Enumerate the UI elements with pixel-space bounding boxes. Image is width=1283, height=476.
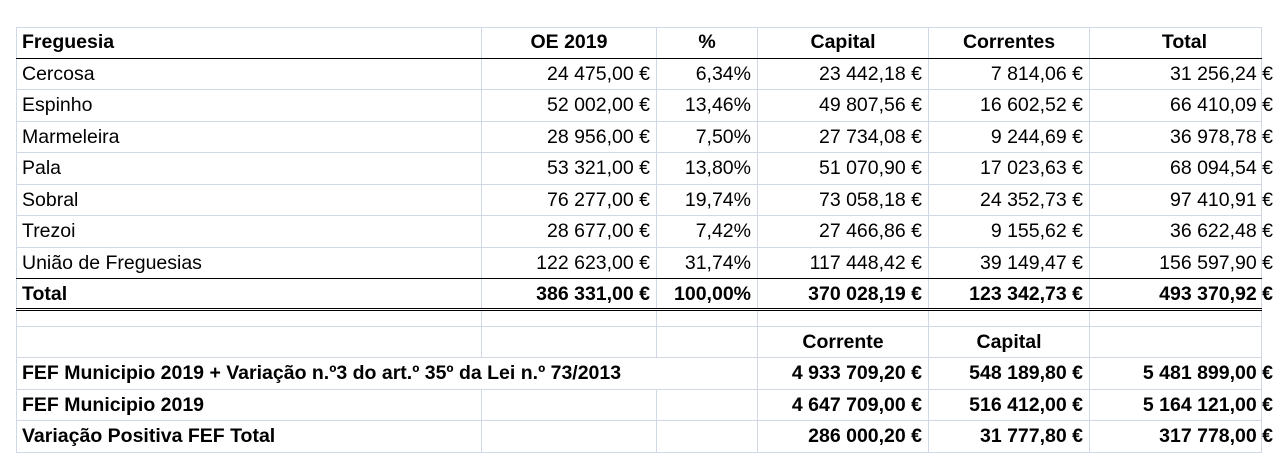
- oe-cell[interactable]: 52 002,00 €: [481, 90, 656, 121]
- totals-correntes[interactable]: 123 342,73 €: [928, 279, 1089, 308]
- empty-cell[interactable]: [481, 421, 656, 453]
- capital-cell[interactable]: 23 442,18 €: [757, 59, 928, 90]
- capital-cell[interactable]: 73 058,18 €: [757, 185, 928, 216]
- table-row: [16, 216, 1273, 248]
- empty-cell[interactable]: [656, 327, 757, 358]
- empty-cell[interactable]: [481, 311, 656, 326]
- empty-cell[interactable]: [928, 311, 1089, 326]
- oe-cell[interactable]: 53 321,00 €: [481, 153, 656, 184]
- fef-row: [16, 390, 1273, 422]
- header-total[interactable]: Total: [1089, 27, 1279, 58]
- total-cell[interactable]: 97 410,91 €: [1089, 185, 1279, 216]
- header-freguesia[interactable]: Freguesia: [22, 31, 115, 53]
- fef-corrente[interactable]: 4 933 709,20 €: [757, 358, 928, 389]
- capital-cell[interactable]: 27 466,86 €: [757, 216, 928, 247]
- fef-label[interactable]: Variação Positiva FEF Total: [22, 425, 276, 447]
- header-correntes[interactable]: Correntes: [928, 27, 1089, 58]
- pct-cell[interactable]: 19,74%: [656, 185, 757, 216]
- empty-cell[interactable]: [1089, 311, 1279, 326]
- table-row: [16, 185, 1273, 217]
- totals-total[interactable]: 493 370,92 €: [1089, 279, 1279, 308]
- oe-cell[interactable]: 122 623,00 €: [481, 248, 656, 279]
- empty-cell[interactable]: [656, 421, 757, 453]
- totals-row: [16, 279, 1273, 311]
- total-cell[interactable]: 66 410,09 €: [1089, 90, 1279, 121]
- totals-pct[interactable]: 100,00%: [656, 279, 757, 308]
- capital-cell[interactable]: 51 070,90 €: [757, 153, 928, 184]
- spreadsheet-table: [16, 27, 1273, 453]
- empty-cell[interactable]: [16, 327, 481, 358]
- oe-cell[interactable]: 28 956,00 €: [481, 122, 656, 153]
- fef-header-corrente[interactable]: Corrente: [757, 327, 928, 358]
- fef-corrente[interactable]: 4 647 709,00 €: [757, 390, 928, 421]
- freguesia-cell[interactable]: União de Freguesias: [22, 251, 202, 274]
- freguesia-cell[interactable]: Espinho: [22, 94, 93, 116]
- empty-cell[interactable]: [1089, 327, 1279, 358]
- capital-cell[interactable]: 117 448,42 €: [757, 248, 928, 279]
- correntes-cell[interactable]: 9 155,62 €: [928, 216, 1089, 247]
- pct-cell[interactable]: 7,50%: [656, 122, 757, 153]
- totals-oe[interactable]: 386 331,00 €: [481, 279, 656, 308]
- pct-cell[interactable]: 13,46%: [656, 90, 757, 121]
- fef-total[interactable]: 5 481 899,00 €: [1089, 358, 1279, 389]
- total-cell[interactable]: 36 622,48 €: [1089, 216, 1279, 247]
- header-row: [16, 27, 1262, 59]
- correntes-cell[interactable]: 39 149,47 €: [928, 248, 1089, 279]
- correntes-cell[interactable]: 16 602,52 €: [928, 90, 1089, 121]
- correntes-cell[interactable]: 7 814,06 €: [928, 59, 1089, 90]
- oe-cell[interactable]: 76 277,00 €: [481, 185, 656, 216]
- header-capital[interactable]: Capital: [757, 27, 928, 58]
- total-cell[interactable]: 31 256,24 €: [1089, 59, 1279, 90]
- correntes-cell[interactable]: 24 352,73 €: [928, 185, 1089, 216]
- fef-header-row: [16, 327, 1262, 359]
- freguesia-cell[interactable]: Sobral: [22, 188, 79, 211]
- fef-corrente[interactable]: 286 000,20 €: [757, 421, 928, 453]
- table-row: [16, 248, 1273, 280]
- freguesia-cell[interactable]: Cercosa: [22, 62, 95, 85]
- fef-label[interactable]: FEF Municipio 2019: [22, 393, 205, 416]
- capital-cell[interactable]: 49 807,56 €: [757, 90, 928, 121]
- oe-cell[interactable]: 28 677,00 €: [481, 216, 656, 247]
- pct-cell[interactable]: 7,42%: [656, 216, 757, 247]
- table-row: [16, 153, 1273, 185]
- table-row: [16, 90, 1273, 122]
- fef-row: [16, 358, 1273, 390]
- correntes-cell[interactable]: 9 244,69 €: [928, 122, 1089, 153]
- header-percent[interactable]: %: [656, 27, 757, 58]
- freguesia-cell[interactable]: Pala: [22, 157, 62, 179]
- capital-cell[interactable]: 27 734,08 €: [757, 122, 928, 153]
- freguesia-cell[interactable]: Marmeleira: [22, 125, 120, 148]
- fef-total[interactable]: 317 778,00 €: [1089, 421, 1279, 453]
- empty-cell[interactable]: [481, 390, 656, 421]
- total-cell[interactable]: 36 978,78 €: [1089, 122, 1279, 153]
- totals-label[interactable]: Total: [22, 283, 68, 305]
- totals-capital[interactable]: 370 028,19 €: [757, 279, 928, 308]
- fef-capital[interactable]: 516 412,00 €: [928, 390, 1089, 421]
- pct-cell[interactable]: 6,34%: [656, 59, 757, 90]
- empty-cell[interactable]: [481, 327, 656, 358]
- header-oe2019[interactable]: OE 2019: [481, 27, 656, 58]
- pct-cell[interactable]: 31,74%: [656, 248, 757, 279]
- table-row: [16, 59, 1273, 91]
- fef-capital[interactable]: 31 777,80 €: [928, 421, 1089, 453]
- empty-cell[interactable]: [656, 390, 757, 421]
- fef-row: [16, 421, 1273, 453]
- empty-cell[interactable]: [757, 311, 928, 326]
- fef-label[interactable]: FEF Municipio 2019 + Variação n.º3 do art.º 35º da Lei n.º 73/2013: [22, 362, 622, 384]
- freguesia-cell[interactable]: Trezoi: [22, 220, 76, 242]
- spacer-row: [16, 311, 1262, 327]
- pct-cell[interactable]: 13,80%: [656, 153, 757, 184]
- table-row: [16, 122, 1273, 154]
- fef-total[interactable]: 5 164 121,00 €: [1089, 390, 1279, 421]
- total-cell[interactable]: 68 094,54 €: [1089, 153, 1279, 184]
- empty-cell[interactable]: [656, 311, 757, 326]
- fef-header-capital[interactable]: Capital: [928, 327, 1089, 358]
- oe-cell[interactable]: 24 475,00 €: [481, 59, 656, 90]
- empty-cell[interactable]: [16, 311, 481, 326]
- fef-capital[interactable]: 548 189,80 €: [928, 358, 1089, 389]
- total-cell[interactable]: 156 597,90 €: [1089, 248, 1279, 279]
- correntes-cell[interactable]: 17 023,63 €: [928, 153, 1089, 184]
